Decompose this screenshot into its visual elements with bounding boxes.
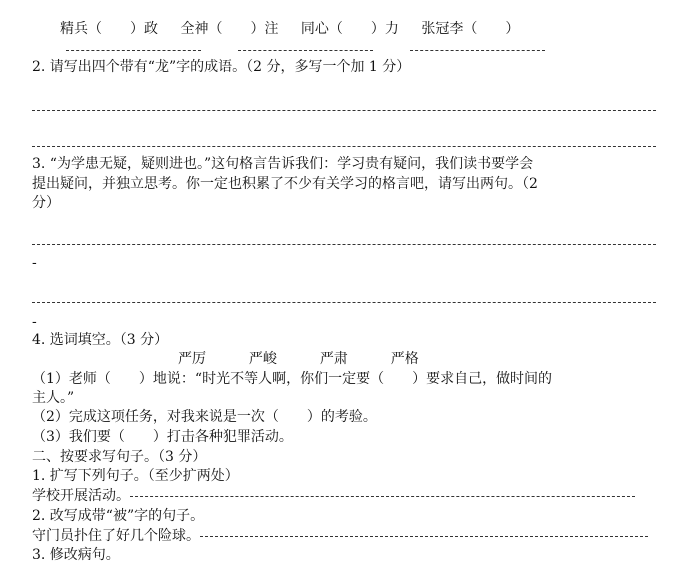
answer-line-idiom-3[interactable] xyxy=(410,50,545,51)
question-3-line-1: 3. “为学患无疑，疑则进也。”这句格言告诉我们：学习贵有疑问，我们读书要学会 xyxy=(32,156,534,172)
task-2-example xyxy=(32,527,648,545)
question-2: 2. 请写出四个带有“龙”字的成语。（2 分，多写一个加 1 分） xyxy=(32,59,411,75)
task-1-example xyxy=(32,487,635,505)
word-choices xyxy=(178,350,419,368)
idiom-fill-row xyxy=(60,18,537,38)
sentence-1-line-1: （1）老师（ ）地说：“时光不等人啊，你们一定要（ ）要求自己，做时间的 xyxy=(32,371,553,387)
dash-tail-a: - xyxy=(32,255,37,271)
word-choice-4: 严格 xyxy=(390,351,419,367)
idiom-item-2: 全神（ ）注 xyxy=(180,21,279,37)
task-1: 1. 扩写下列句子。（至少扩两处） xyxy=(32,468,239,484)
question-3-line-3: 分） xyxy=(32,195,60,211)
dash-tail-b: - xyxy=(32,314,37,330)
answer-line-q3-b[interactable] xyxy=(32,302,656,303)
task-3: 3. 修改病句。 xyxy=(32,547,120,563)
task-2: 2. 改写成带“被”字的句子。 xyxy=(32,508,205,524)
answer-line-idiom-1[interactable] xyxy=(66,50,201,51)
answer-line-task-1[interactable] xyxy=(130,496,635,497)
answer-line-q2-b[interactable] xyxy=(32,146,656,147)
sentence-1-line-2: 主人。” xyxy=(32,390,75,406)
question-3-line-2: 提出疑问，并独立思考。你一定也积累了不少有关学习的格言吧，请写出两句。（2 xyxy=(32,176,538,192)
section-2-heading: 二、按要求写句子。（3 分） xyxy=(32,449,207,465)
answer-line-q2-a[interactable] xyxy=(32,110,656,111)
task-2-sentence: 守门员扑住了好几个险球。 xyxy=(32,528,200,544)
sentence-3: （3）我们要（ ）打击各种犯罪活动。 xyxy=(32,429,293,445)
idiom-item-1: 精兵（ ）政 xyxy=(60,21,158,37)
sentence-2: （2）完成这项任务，对我来说是一次（ ）的考验。 xyxy=(32,409,377,425)
word-choice-3: 严肃 xyxy=(319,351,348,367)
word-choice-1: 严厉 xyxy=(178,351,206,367)
word-choice-2: 严峻 xyxy=(248,351,277,367)
answer-line-idiom-2[interactable] xyxy=(238,50,373,51)
question-4: 4. 选词填空。（3 分） xyxy=(32,332,169,348)
answer-line-task-2[interactable] xyxy=(200,536,648,537)
task-1-sentence: 学校开展活动。 xyxy=(32,488,130,504)
idiom-item-3: 同心（ ）力 xyxy=(300,21,399,37)
idiom-item-4: 张冠李（ ） xyxy=(421,21,520,37)
answer-line-q3-a[interactable] xyxy=(32,244,656,245)
